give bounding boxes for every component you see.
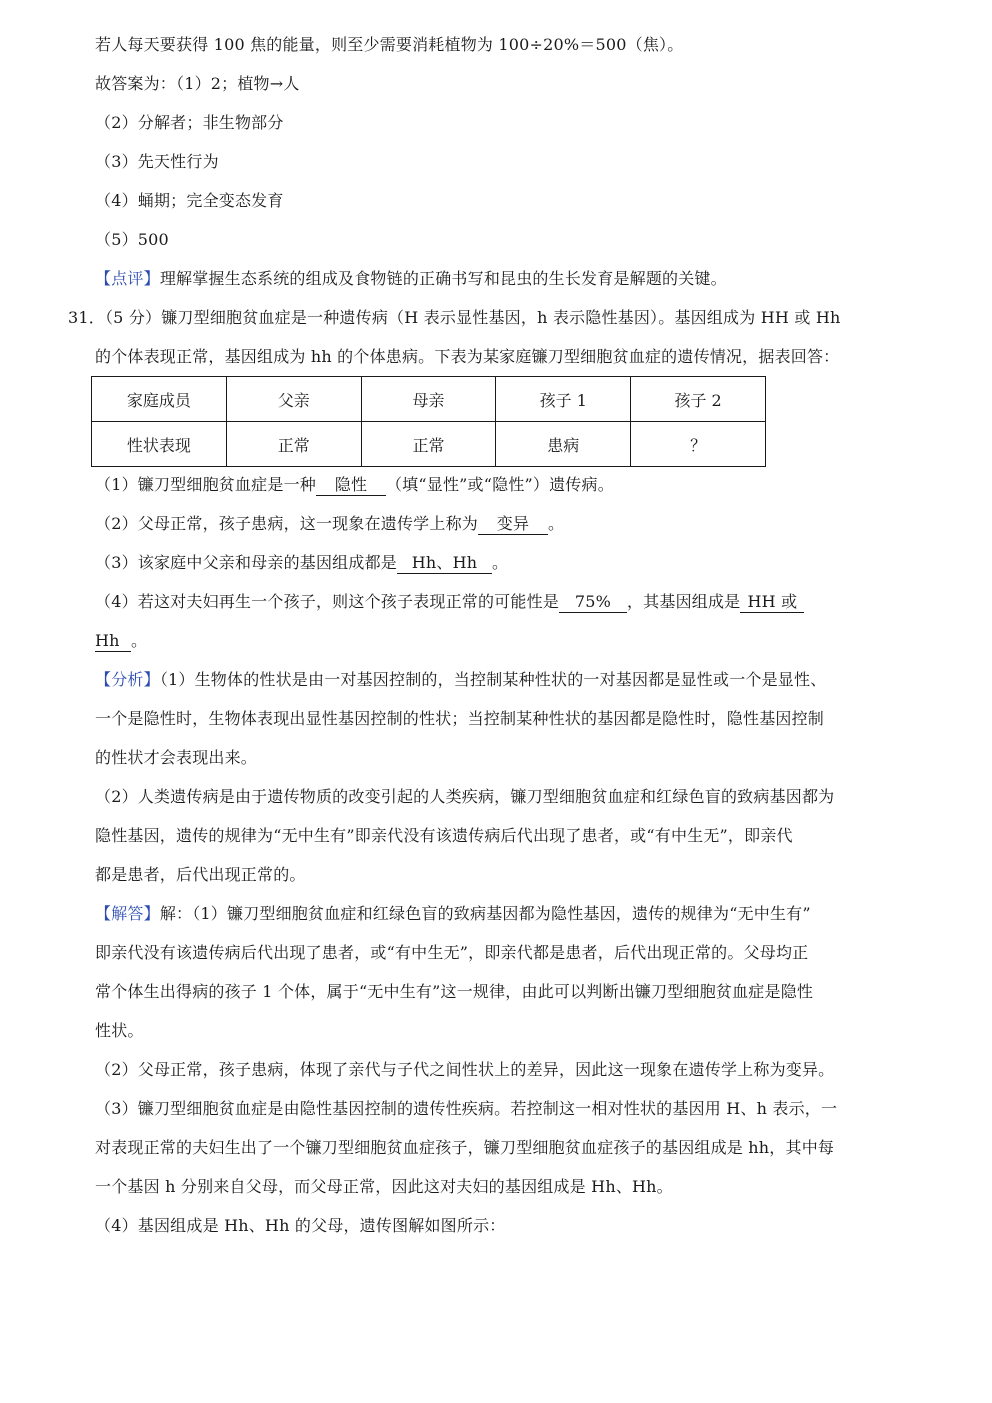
table-cell: 性状表现: [92, 422, 227, 467]
analysis-line-6: 都是患者，后代出现正常的。: [95, 865, 306, 884]
solution-text: 解：（1）镰刀型细胞贫血症和红绿色盲的致病基因都为隐性基因，遗传的规律为“无中生有”: [159, 904, 811, 923]
sub4-suffix: 。: [131, 631, 148, 650]
analysis-tag: 【分析】: [95, 670, 160, 689]
sub2-suffix: 。: [547, 514, 565, 533]
answer-blank-4: 75%: [559, 592, 627, 613]
review-text: 理解掌握生态系统的组成及食物链的正确书写和昆虫的生长发育是解题的关键。: [159, 269, 727, 288]
solution-line-8: 一个基因 h 分别来自父母，而父母正常，因此这对夫妇的基因组成是 Hh、Hh。: [95, 1177, 673, 1196]
answer-3: （3）先天性行为: [95, 152, 219, 171]
table-cell: ？: [631, 422, 766, 467]
table-header-row: [92, 377, 766, 422]
sub2-prefix: （2）父母正常，孩子患病，这一现象在遗传学上称为: [95, 514, 478, 533]
analysis-line-4: （2）人类遗传病是由于遗传物质的改变引起的人类疾病，镰刀型细胞贫血症和红绿色盲的致病基因都为: [95, 787, 835, 806]
analysis-line-1: [95, 669, 895, 691]
sub-question-2: [95, 513, 895, 535]
answer-heading: 故答案为：（1）2；植物→人: [95, 74, 300, 93]
solution-line-1: [95, 903, 895, 925]
table-cell: 家庭成员: [92, 377, 227, 422]
answer-blank-5-cont: Hh: [95, 631, 131, 652]
analysis-line-2: 一个是隐性时，生物体表现出显性基因控制的性状；当控制某种性状的基因都是隐性时，隐性基因控制: [95, 709, 825, 728]
sub3-prefix: （3）该家庭中父亲和母亲的基因组成都是: [95, 553, 397, 572]
sub4-middle: ，其基因组成是: [626, 592, 741, 611]
table-cell: 父亲: [226, 377, 361, 422]
answer-2: （2）分解者；非生物部分: [95, 113, 284, 132]
solution-line-7: 对表现正常的夫妇生出了一个镰刀型细胞贫血症孩子，镰刀型细胞贫血症孩子的基因组成是 hh，其中每: [95, 1138, 835, 1157]
answer-blank-1: 隐性: [316, 475, 386, 496]
analysis-line-5: 隐性基因，遗传的规律为“无中生有”即亲代没有该遗传病后代出现了患者，或“有中生无”，即亲代: [95, 826, 793, 845]
sub3-suffix: 。: [491, 553, 509, 572]
solution-line-3: 常个体生出得病的孩子 1 个体，属于“无中生有”这一规律，由此可以判断出镰刀型细胞贫血症是隐性: [95, 982, 814, 1001]
answer-blank-2: 变异: [478, 514, 548, 535]
analysis-line-3: 的性状才会表现出来。: [95, 748, 258, 767]
energy-calc-text: 若人每天要获得 100 焦的能量，则至少需要消耗植物为 100÷20%＝500（焦）。: [95, 35, 684, 54]
answer-blank-5: HH 或: [740, 592, 804, 613]
table-cell: 母亲: [361, 377, 496, 422]
table-cell: 患病: [496, 422, 631, 467]
question-31-line-2: 的个体表现正常，基因组成为 hh 的个体患病。下表为某家庭镰刀型细胞贫血症的遗传情况，据表回答：: [95, 347, 840, 366]
question-31-line-1: 31．（5 分）镰刀型细胞贫血症是一种遗传病（H 表示显性基因，h 表示隐性基因）。基因组成为 HH 或 Hh: [68, 308, 841, 327]
solution-tag: 【解答】: [95, 904, 160, 923]
table-cell: 正常: [226, 422, 361, 467]
sub1-suffix: （填“显性”或“隐性”）遗传病。: [385, 475, 614, 494]
solution-line-9: （4）基因组成是 Hh、Hh 的父母，遗传图解如图所示：: [95, 1216, 506, 1235]
analysis-text: （1）生物体的性状是由一对基因控制的，当控制某种性状的一对基因都是显性或一个是显性、: [159, 670, 827, 689]
sub-question-1: [95, 474, 895, 496]
review-paragraph: [95, 268, 895, 290]
answer-5: （5）500: [95, 230, 169, 249]
sub-question-4-cont: [95, 630, 895, 652]
solution-line-2: 即亲代没有该遗传病后代出现了患者，或“有中生无”，即亲代都是患者，后代出现正常的。父母均正: [95, 943, 809, 962]
table-cell: 孩子 2: [631, 377, 766, 422]
sub-question-3: [95, 552, 895, 574]
table-cell: 正常: [361, 422, 496, 467]
table-row: [92, 422, 766, 467]
solution-line-6: （3）镰刀型细胞贫血症是由隐性基因控制的遗传性疾病。若控制这一相对性状的基因用 H、h 表示，一: [95, 1099, 838, 1118]
answer-blank-3: Hh、Hh: [397, 553, 492, 574]
answer-4: （4）蛹期；完全变态发育: [95, 191, 284, 210]
sub1-prefix: （1）镰刀型细胞贫血症是一种: [95, 475, 316, 494]
review-tag: 【点评】: [95, 269, 160, 288]
family-trait-table: [91, 376, 766, 467]
solution-line-4: 性状。: [95, 1021, 144, 1040]
solution-line-5: （2）父母正常，孩子患病，体现了亲代与子代之间性状上的差异，因此这一现象在遗传学上称为变异。: [95, 1060, 835, 1079]
sub-question-4: [95, 591, 895, 613]
table-cell: 孩子 1: [496, 377, 631, 422]
sub4-prefix: （4）若这对夫妇再生一个孩子，则这个孩子表现正常的可能性是: [95, 592, 559, 611]
